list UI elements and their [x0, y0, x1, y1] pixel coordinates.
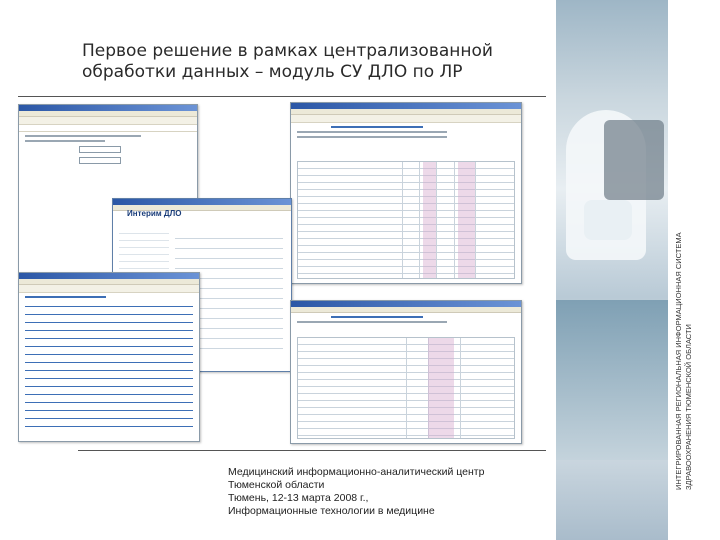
data-grid	[297, 161, 515, 279]
text-line	[297, 131, 447, 133]
microscope	[604, 120, 664, 200]
surgery-photo	[556, 0, 668, 540]
title-divider	[18, 96, 546, 97]
text-line	[297, 136, 447, 138]
list-heading	[25, 296, 106, 298]
footer-line-4: Информационные технологии в медицине	[228, 505, 435, 517]
window-toolbar	[19, 285, 199, 293]
input-field	[79, 157, 121, 164]
window-menubar	[291, 307, 521, 313]
brand-line-1: ИНТЕГРИРОВАННАЯ РЕГИОНАЛЬНАЯ ИНФОРМАЦИОННАЯ СИСТЕМА	[674, 232, 683, 490]
footer-divider	[78, 450, 546, 451]
footer-line-3: Тюмень, 12-13 марта 2008 г.,	[228, 492, 369, 504]
footer-line-2: Тюменской области	[228, 479, 325, 491]
slide-title	[82, 41, 542, 83]
footer-text	[228, 466, 548, 518]
window-toolbar	[291, 115, 521, 123]
brand-text	[674, 190, 694, 490]
form-heading	[331, 126, 423, 128]
form-heading	[331, 316, 423, 318]
slide-title-line-1: Первое решение в рамках централизованной	[82, 41, 493, 61]
screenshot-bottom-left	[18, 272, 200, 442]
data-grid	[297, 337, 515, 439]
screenshot-top-right	[290, 102, 522, 284]
brand-line-2: ЗДРАВООХРАНЕНИЯ ТЮМЕНСКОЙ ОБЛАСТИ	[684, 324, 693, 490]
input-field	[79, 146, 121, 153]
surgical-drape	[556, 300, 668, 460]
surgeon-mask	[584, 200, 632, 240]
screenshot-bottom-right	[290, 300, 522, 444]
dialog-title: Интерим ДЛО	[127, 209, 182, 218]
text-line	[25, 140, 105, 142]
address-bar	[19, 125, 197, 132]
text-line	[297, 321, 447, 323]
window-toolbar	[19, 117, 197, 125]
footer-line-1: Медицинский информационно-аналитический центр	[228, 466, 485, 478]
slide-title-line-2: обработки данных – модуль СУ ДЛО по ЛР	[82, 62, 463, 82]
text-line	[25, 135, 141, 137]
link-list	[25, 301, 193, 431]
